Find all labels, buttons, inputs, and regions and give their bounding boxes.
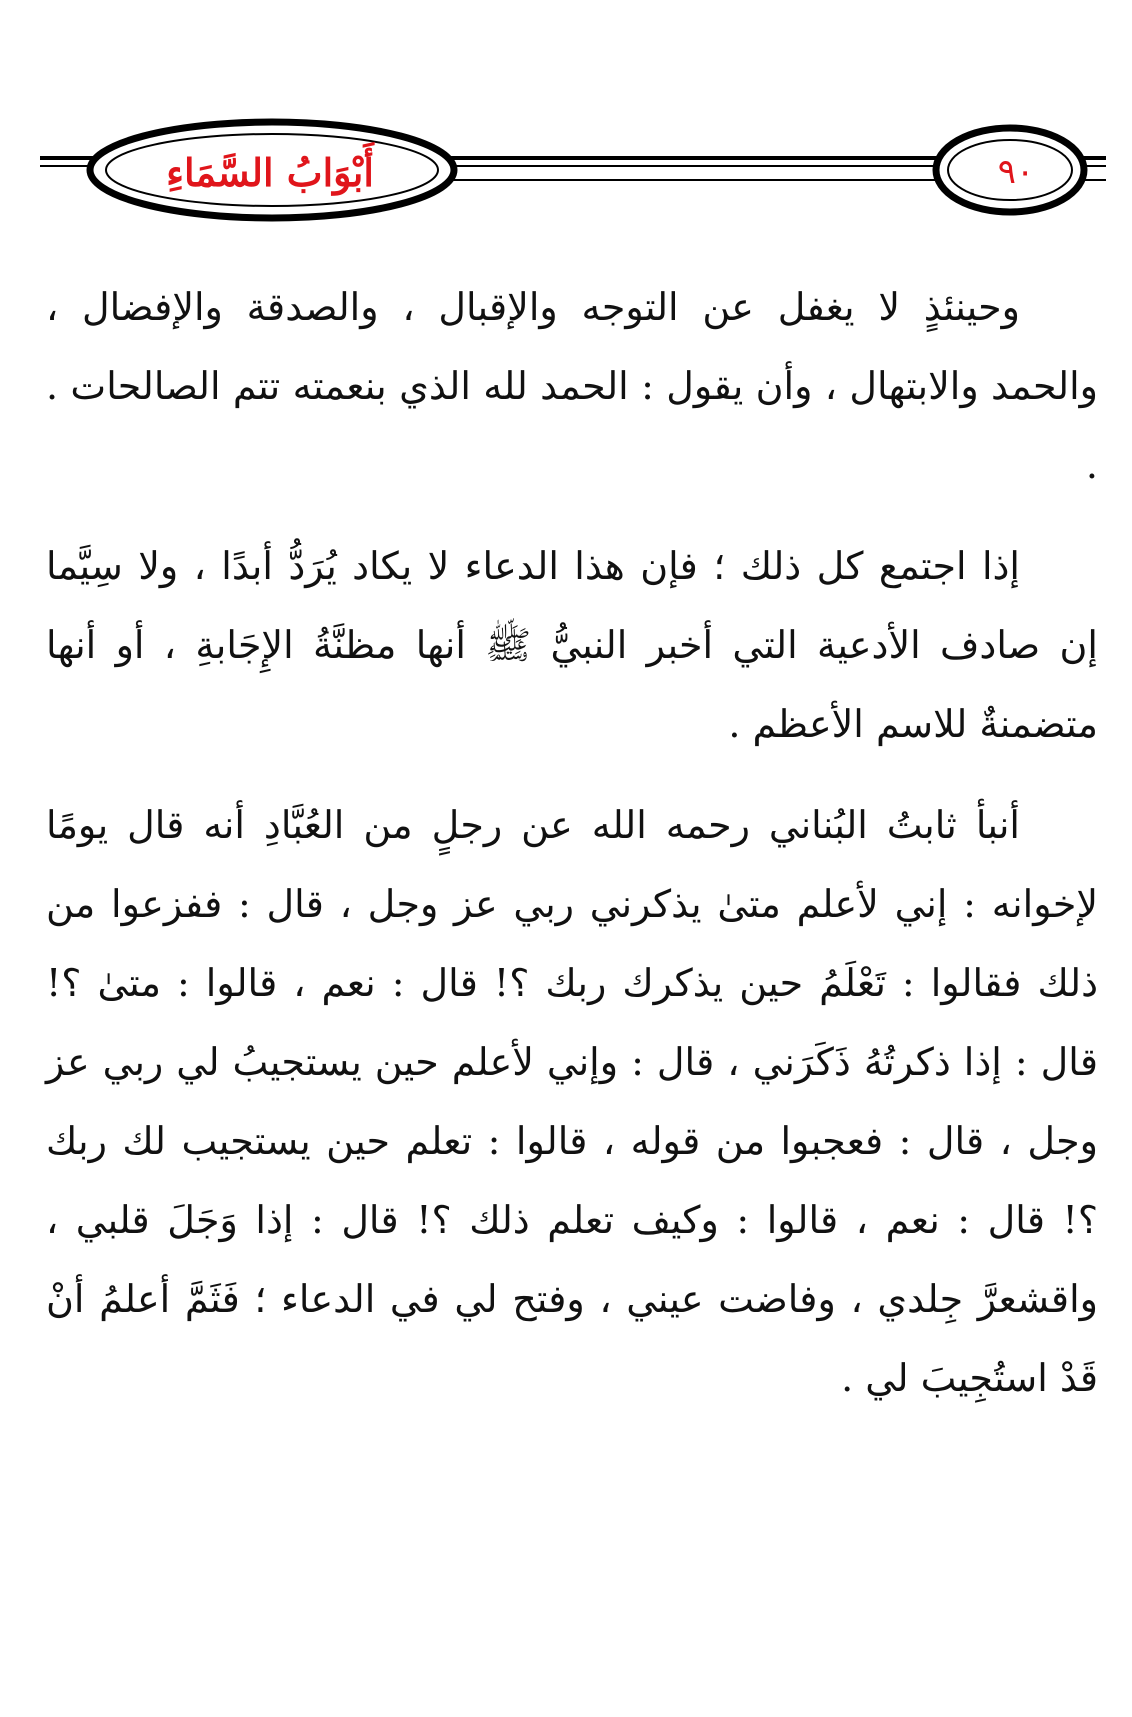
paragraph-text: أنبأ ثابتُ البُناني رحمه الله عن رجلٍ من العُبَّادِ أنه قال يومًا لإخوانه : إني لأعلم متىٰ يذكرني ربي عز وجل ، قال : ففزعوا من ذلك فقالوا : تَعْلَمُ حين يذكرك ربك ؟! قال : نعم ، قالوا : متىٰ ؟! قال : إذا ذكرتُهُ ذَكَرَني ، قال : وإني لأعلم حين يستجيبُ لي ربي عز وجل ، قال : فعجبوا من قوله ، قالوا : تعلم حين يستجيب لك ربك ؟! قال : نعم ، قالوا : وكيف تعلم ذلك ؟! قال : إذا وَجَلَ قلبي ، واقشعرَّ جِلدي ، وفاضت عيني ، وفتح لي في الدعاء ؛ فَثَمَّ أعلمُ أنْ قَدْ استُجِيبَ لي . xyxy=(46,803,1098,1400)
page-header xyxy=(40,118,1106,228)
paragraph-text: وحينئذٍ لا يغفل عن التوجه والإقبال ، والصدقة والإفضال ، والحمد والابتهال ، وأن يقول : الحمد لله الذي بنعمته تتم الصالحات . . xyxy=(46,285,1098,487)
page-body xyxy=(46,268,1098,1440)
paragraph-3 xyxy=(46,786,1098,1418)
paragraph-1 xyxy=(46,268,1098,505)
paragraph-text: إذا اجتمع كل ذلك ؛ فإن هذا الدعاء لا يكاد يُرَدُّ أبدًا ، ولا سِيَّما إن صادف الأدعية التي أخبر النبيُّ ﷺ أنها مظنَّةُ الإِجَابةِ ، أو أنها متضمنةٌ للاسم الأعظم . xyxy=(46,544,1098,746)
paragraph-2 xyxy=(46,527,1098,764)
page-number: ٩٠ xyxy=(997,152,1035,192)
running-title: أَبْوَابُ السَّمَاءِ xyxy=(166,149,374,195)
